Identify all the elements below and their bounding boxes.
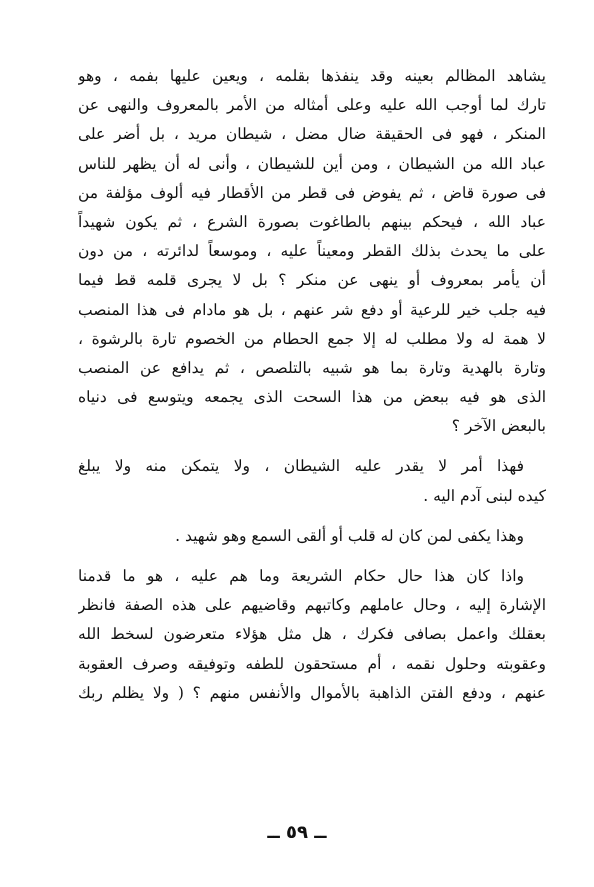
text-line: الذى هو فيه ببعض من هذا السحت الذى يجمعه ويتوسع فى دنياه (78, 388, 546, 407)
paragraph-spacer (78, 551, 546, 562)
paragraph-4 (78, 562, 546, 708)
text-line: على ما يحدث بذلك القطر ومعيناً عليه ، وموسعاً لدائرته ، من دون (78, 242, 546, 261)
paragraph-2 (78, 452, 546, 510)
text-line: بعقلك واعمل بصافى فكرك ، هل مثل هؤلاء متعرضون لسخط الله (78, 625, 546, 644)
body-text (78, 62, 546, 708)
text-line: فهذا أمر لا يقدر عليه الشيطان ، ولا يتمكن منه ولا يبلغ (78, 457, 524, 476)
text-line: تارك لما أوجب الله عليه وعلى أمثاله من الأمر بالمعروف والنهى عن (78, 96, 546, 115)
text-line: واذا كان هذا حال حكام الشريعة وما هم عليه ، هو ما قدمنا (78, 567, 524, 585)
text-line: عباد الله ، فيحكم بينهم بالطاغوت بصورة الشرع ، ثم يكون شهيداً (78, 212, 546, 231)
text-line: وهذا يكفى لمن كان له قلب أو ألقى السمع وهو شهيد . (175, 526, 524, 545)
text-line: عنهم ، ودفع الفتن الذاهبة بالأموال والأنفس منهم ؟ ( ولا يظلم ربك (78, 683, 546, 702)
text-line: الإشارة إليه ، وحال عاملهم وكاتبهم وقاضيهم على هذه الصفة فانظر (78, 596, 546, 615)
text-line: كيده لبنى آدم اليه . (423, 486, 546, 505)
page-number: ــ ٥٩ ــ (267, 822, 327, 843)
text-line: لا همة له ولا مطلب له إلا جمع الحطام من الخصوم تارة بالرشوة ، (78, 329, 546, 348)
text-line: المنكر ، فهو فى الحقيقة ضال مضل ، شيطان مريد ، بل أضر على (78, 125, 546, 144)
text-line: عباد الله من الشيطان ، ومن أين للشيطان ، وأنى له أن يظهر للناس (78, 154, 546, 173)
text-line: بالبعض الآخر ؟ (451, 417, 546, 436)
paragraph-spacer (78, 511, 546, 522)
text-line: يشاهد المظالم بعينه وقد ينفذها بقلمه ، ويعين عليها بفمه ، وهو (78, 67, 546, 85)
paragraph-spacer (78, 441, 546, 452)
paragraph-3 (78, 522, 546, 551)
text-line: فى صورة قاض ، ثم يفوض فى قطر من الأقطار فيه ألوف مؤلفة من (78, 183, 546, 202)
text-line: فيه جلب خير للرعية أو دفع شر عنهم ، بل هو مادام فى هذا المنصب (78, 300, 546, 319)
paragraph-1 (78, 62, 546, 441)
text-line: وتارة بالهدية وتارة بما هو شبيه بالتلصص ، ثم يدافع عن المنصب (78, 358, 546, 377)
text-line: وعقوبته وحلول نقمه ، أم مستحقون للطفه وتوفيقه وصرف العقوبة (78, 654, 546, 673)
text-line: أن يأمر بمعروف أو ينهى عن منكر ؟ بل لا يجرى قلمه قط فيما (78, 271, 546, 290)
